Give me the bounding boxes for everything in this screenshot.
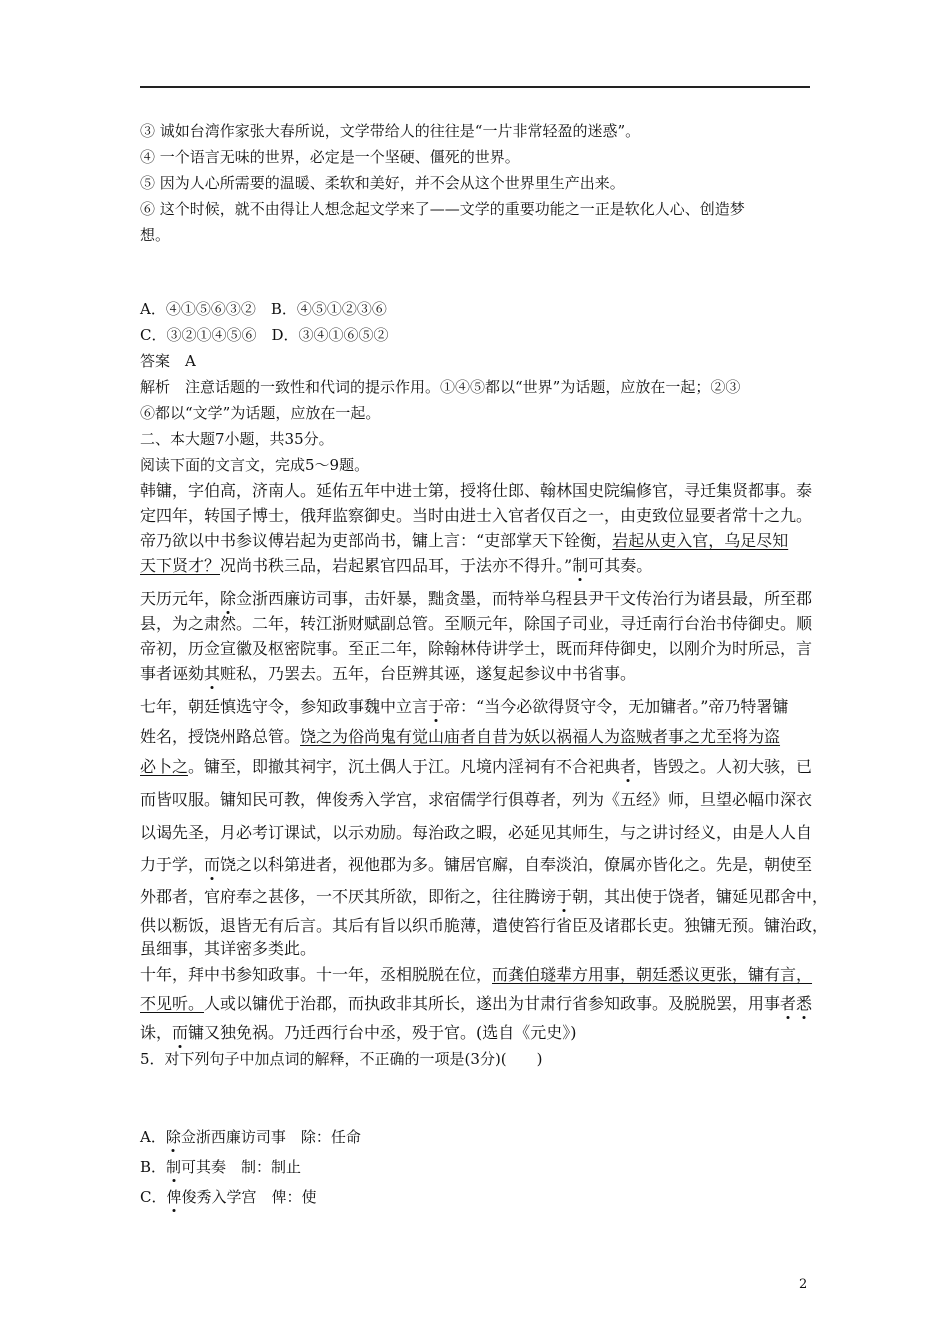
header-rule	[140, 86, 810, 88]
passage-line	[140, 661, 815, 684]
passage-line	[140, 553, 815, 576]
passage-line	[140, 962, 815, 985]
dotted-word: 者	[620, 757, 637, 776]
passage-line	[140, 820, 815, 843]
passage-text: 以谒先圣，月必考订课试，以示劝励。每治政之暇，必延见其师生，与之讲讨经义，由是人人自	[140, 823, 813, 842]
passage-line	[140, 884, 829, 907]
dotted-word: 而	[204, 855, 221, 874]
passage-text: 帝乃欲以中书参议傅岩起为吏部尚书，镛上言：“吏部掌天下铨衡，	[140, 531, 613, 550]
passage-line	[140, 636, 815, 659]
choice-text: 俊秀入学宫 俾：使	[181, 1188, 317, 1206]
passage-line	[140, 586, 815, 609]
passage-text: 姓名，授饶州路总管。	[140, 727, 301, 746]
underlined-sentence: 不见听。	[140, 994, 205, 1013]
option-line-2: C．③②①④⑤⑥ D．③④①⑥⑤②	[140, 326, 389, 344]
choice-text: 可其奏 制：制止	[181, 1158, 302, 1176]
section-title: 二、本大题7小题，共35分。	[140, 430, 334, 448]
passage-line	[140, 1020, 815, 1043]
passage-text: 七年，朝廷慎选守令，参知政事魏中立言	[140, 697, 429, 716]
dotted-word: 而	[172, 1023, 189, 1042]
passage-text: 帝初，历佥宣徽及枢密院事。至正二年，除翰林侍讲学士，既而拜侍御史，以刚介为时所忌，言	[140, 639, 813, 658]
passage-line	[140, 991, 815, 1014]
passage-text: 镛又独免祸。乃迁西行台中丞，殁于官。(选自《元史》)	[188, 1023, 577, 1042]
passage-line	[140, 852, 815, 875]
underlined-sentence: 岩起从吏入官，乌足尽知	[612, 531, 789, 550]
passage-line	[140, 913, 829, 936]
sentence-3: ③ 诚如台湾作家张大春所说，文学带给人的往往是“一片非常轻盈的迷惑”。	[140, 122, 641, 140]
sentence-6-cont: 想。	[140, 226, 171, 244]
choice-text: 佥浙西廉访司事 除：任命	[180, 1128, 361, 1146]
underlined-sentence: 饶之为俗尚鬼有觉山庙者自昔为妖以祸福人为盗贼者事之尤至将为盗	[300, 727, 781, 746]
underlined-sentence: 天下贤才？	[140, 556, 221, 575]
passage-text: 供以粝饭，退皆无有后言。其后有旨以织币脆薄，遣使笞行省臣及诸郡长吏。独镛无预。镛治政，	[140, 916, 829, 935]
passage-text: 十年，拜中书参知政事。十一年，丞相脱脱在位，	[140, 965, 493, 984]
sentence-4: ④ 一个语言无味的世界，必定是一个坚硬、僵死的世界。	[140, 148, 520, 166]
dotted-word: 除	[165, 1128, 181, 1146]
dotted-word: 于	[556, 887, 573, 906]
passage-text: 人或以镛优于治郡，而执政非其所长，遂出为甘肃行省参知政事。及脱脱罢，用事	[204, 994, 781, 1013]
dotted-word: 制	[166, 1158, 182, 1176]
passage-text: 诛，	[140, 1023, 173, 1042]
question-5: 5．对下列句子中加点词的解释，不正确的一项是(3分)( )	[140, 1050, 543, 1068]
underlined-sentence: 必卜之	[140, 757, 189, 776]
choice-label: C．	[140, 1188, 167, 1206]
choice-label: B．	[140, 1158, 167, 1176]
passage-text: 可其奏。	[588, 556, 653, 575]
passage-text: 外郡者，官府奉之甚侈，一不厌其所欲，即衔之，往往腾谤	[140, 887, 557, 906]
passage-text: 韩镛，字伯高，济南人。延佑五年中进士第，授将仕郎、翰林国史院编修官，寻迁集贤都事。泰	[140, 481, 813, 500]
analysis-line-1: 解析 注意话题的一致性和代词的提示作用。①④⑤都以“世界”为话题，应放在一起；②③	[140, 378, 741, 396]
option-line-1: A．④①⑤⑥③② B．④⑤①②③⑥	[140, 300, 387, 318]
passage-line	[140, 754, 815, 777]
passage-text: 而皆叹服。镛知民可教，俾俊秀入学宫，求宿儒学行俱尊者，列为《五经》师，旦望必幅巾深衣	[140, 790, 813, 809]
underlined-sentence: 而龚伯璲辈方用事，朝廷悉议更张，镛有言，	[492, 965, 813, 984]
passage-text: 况尚书秩三品，岩起累官四品耳，于法亦不得升。”	[220, 556, 573, 575]
passage-text: 朝，其出使于饶者，镛延见郡舍中，	[572, 887, 829, 906]
passage-line	[140, 503, 815, 526]
passage-line	[140, 694, 815, 717]
passage-text: 虽细事，其详密多类此。	[140, 939, 317, 958]
passage-text: 帝：“当今必欲得贤守令，无加镛者。”帝乃特署镛	[444, 697, 789, 716]
passage-text: 天历元年，	[140, 589, 221, 608]
passage-text: 定四年，转国子博士，俄拜监察御史。当时由进士入官者仅百之一，由吏致位显要者常十之九。	[140, 506, 813, 525]
passage-text: 赃私，乃罢去。五年，台臣辨其诬，遂复起参议中书省事。	[220, 664, 637, 683]
passage-text: 县，为之肃然。二年，转江浙财赋副总管。至顺元年，除国子司业，寻迁南行台治书侍御史。顺	[140, 614, 813, 633]
dotted-word: 制	[572, 556, 589, 575]
passage-text: 。镛至，即撤其祠宇，沉土偶人于江。凡境内淫祠有不合祀典	[188, 757, 621, 776]
instruction: 阅读下面的文言文，完成5～9题。	[140, 456, 370, 474]
dotted-word: 除	[220, 589, 237, 608]
passage-line	[140, 611, 815, 634]
passage-line	[140, 936, 815, 959]
passage-text: 事者诬劾	[140, 664, 205, 683]
passage-text: ，皆毁之。人初大骇，已	[636, 757, 813, 776]
choice-a	[140, 1126, 815, 1147]
page-number: 2	[799, 1277, 808, 1292]
dotted-word: 悉	[796, 994, 813, 1013]
sentence-6: ⑥ 这个时候，就不由得让人想念起文学来了——文学的重要功能之一正是软化人心、创造梦	[140, 200, 745, 218]
answer: 答案 A	[140, 352, 196, 370]
sentence-5: ⑤ 因为人心所需要的温暖、柔软和美好，并不会从这个世界里生产出来。	[140, 174, 625, 192]
passage-line	[140, 528, 815, 551]
dotted-word: 俾	[166, 1188, 182, 1206]
choice-c	[140, 1186, 815, 1207]
dotted-word: 者	[780, 994, 797, 1013]
passage-line	[140, 478, 815, 501]
choice-b	[140, 1156, 815, 1177]
analysis-line-2: ⑥都以“文学”为话题，应放在一起。	[140, 404, 381, 422]
passage-text: 饶之以科第进者，视他郡为多。镛居官廨，自奉淡泊，僚属亦皆化之。先是，朝使至	[220, 855, 813, 874]
passage-line	[140, 787, 815, 810]
passage-text: 力于学，	[140, 855, 205, 874]
passage-line	[140, 724, 815, 747]
dotted-word: 其	[204, 664, 221, 683]
passage-text: 佥浙西廉访司事，击奸暴，黜贪墨，而特举乌程县尹干文传治行为诸县最，所至郡	[236, 589, 813, 608]
choice-label: A．	[140, 1128, 166, 1146]
dotted-word: 于	[428, 697, 445, 716]
